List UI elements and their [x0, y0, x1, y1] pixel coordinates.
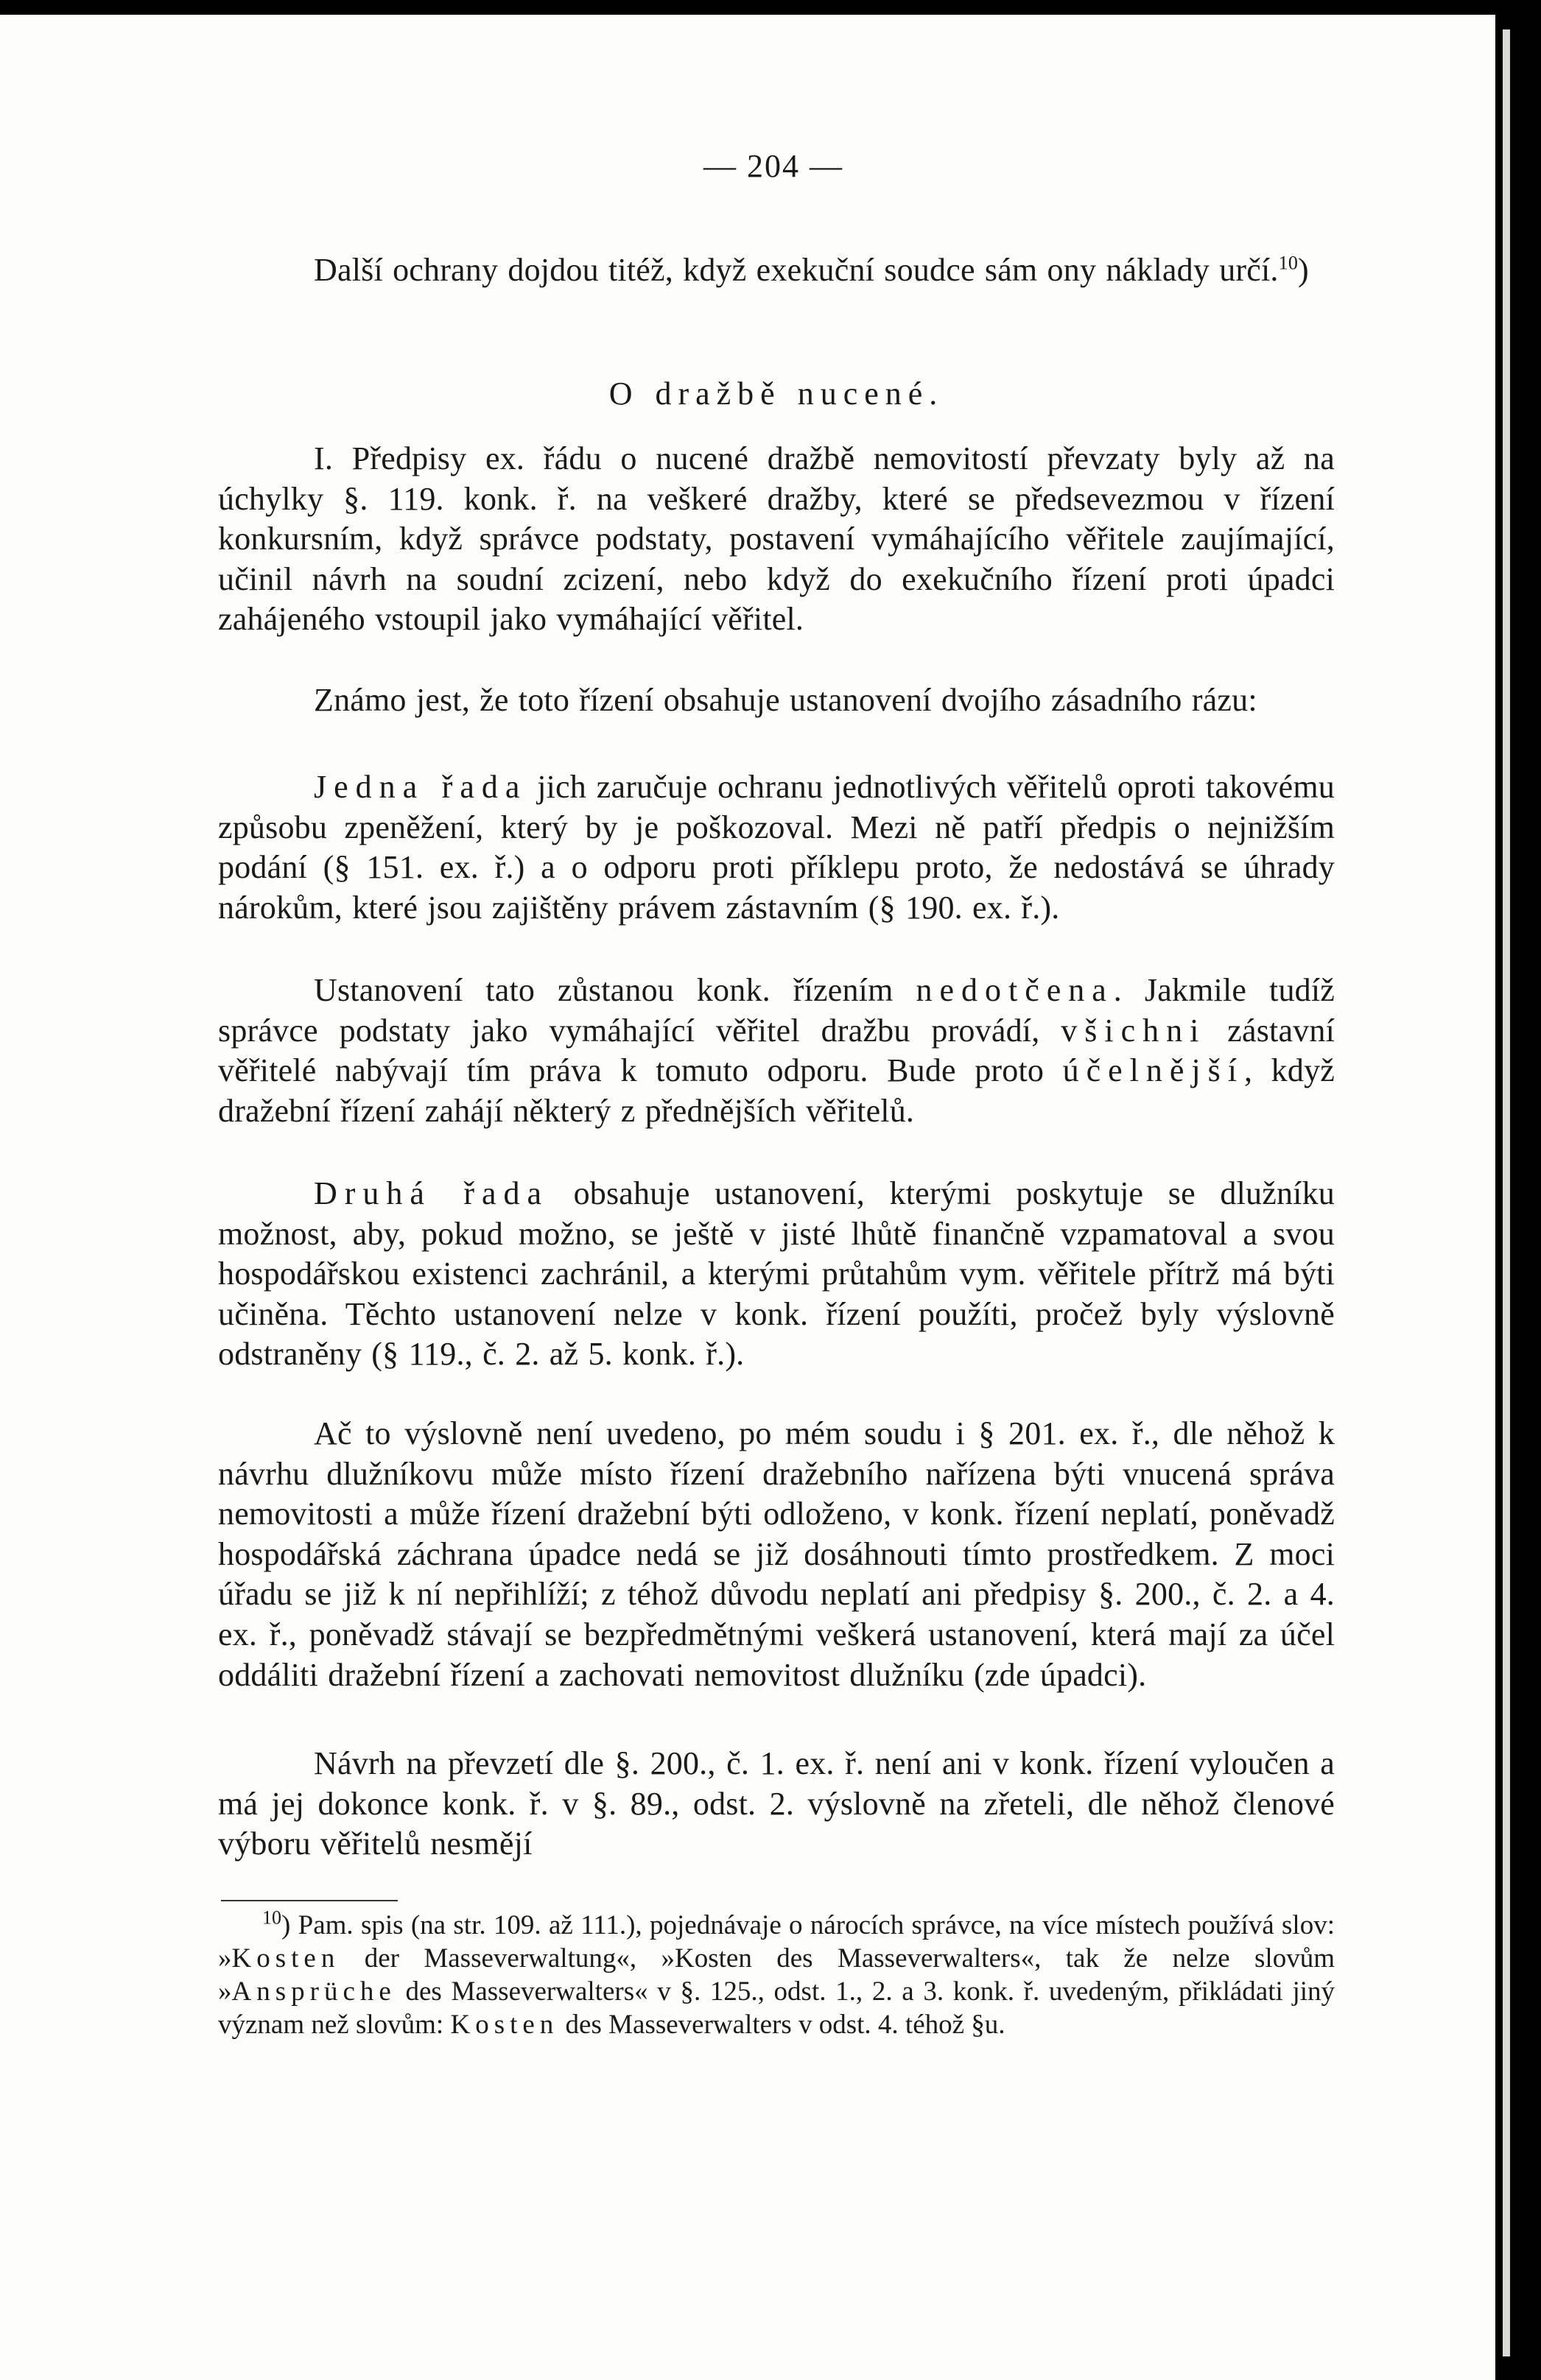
- spaced-lead-jedna-rada: Jedna řada: [314, 769, 527, 805]
- paragraph-6: Ač to výslovně není uvedeno, po mém soudu i § 201. ex. ř., dle něhož k návrhu dlužníkovu může místo řízení dražebního nařízena býti vnucená správa nemovitosti a může řízení dražební býti odloženo, v konk. řízení neplatí, poněvadž hospodářská záchrana úpadce nedá se již dosáhnouti tímto prostředkem. Z moci úřadu se již k ní nepřihlíží; z téhož důvodu neplatí ani předpisy §. 200., č. 2. a 4. ex. ř., poněvadž stávají se bezpředmětnými veškerá ustanovení, která mají za účel oddáliti dražební řízení a zachovati nemovitost dlužníku (zde úpadci).: [218, 1415, 1335, 1693]
- spaced-lead-druha-rada: Druhá řada: [314, 1175, 550, 1211]
- paragraph-5-text: obsahuje ustanovení, kterými poskytuje se dlužníku možnost, aby, pokud možno, se ještě v jisté lhůtě finančně vzpamatoval a svou hospodářskou existenci zachránil, a kterými průtahům vym. věřitele přítrž má býti učiněna. Těchto ustanovení nelze v konk. řízení použíti, pročež byly výslovně odstraněny (§ 119., č. 2. až 5. konk. ř.).: [218, 1175, 1335, 1373]
- paragraph-1: I. Předpisy ex. řádu o nucené dražbě nemovitostí převzaty byly až na úchylky §. 119. konk. ř. na veškeré dražby, které se předsevezmou v řízení konkursním, když správce podstaty, postavení vymáhajícího věřitele zaujímající, učinil návrh na soudní zcizení, nebo když do exekučního řízení proti úpadci zahájeného vstoupil jako vymáhající věřitel.: [218, 440, 1335, 638]
- para4-part-a: Ustanovení tato zůstanou konk. řízením: [314, 972, 916, 1008]
- spaced-vsichni: všichni: [1061, 1012, 1207, 1049]
- paragraph-3-text: jich zaručuje ochranu jednotlivých věřitelů oproti takovému způsobu zpeněžení, který by je poškozoval. Mezi ně patří předpis o nejnižším podání (§ 151. ex. ř.) a o odporu proti příklepu proto, že nedostává se úhrady nárokům, které jsou zajištěny právem zástavním (§ 190. ex. ř.).: [218, 769, 1335, 926]
- spaced-kosten-2: Kosten: [450, 2010, 559, 2040]
- page-number: — 204 —: [703, 148, 843, 184]
- footnote-part-b: der Masseverwaltung«, »Kosten des Masseverwalters«, tak že nelze slovům »: [218, 1943, 1335, 2007]
- footnote-part-d: des Masseverwalters v odst. 4. téhož §u.: [558, 2010, 1005, 2040]
- footnote-marker: 10: [262, 1907, 281, 1929]
- footnote-part-c: des Masseverwalters« v §. 125., odst. 1., 2. a 3. konk. ř. uvedeným, přikládati jiný význam než slovům:: [218, 1976, 1335, 2040]
- footnote-rule: [221, 1900, 398, 1901]
- spaced-kosten-1: Kosten: [231, 1943, 340, 1974]
- paragraph-7: Návrh na převzetí dle §. 200., č. 1. ex. ř. není ani v konk. řízení vyloučen a má jej dokonce konk. ř. v §. 89., odst. 2. výslovně na zřeteli, dle něhož členové výboru věřitelů nesmějí: [218, 1745, 1335, 1862]
- footnote: [218, 1909, 1335, 2041]
- para4-part-c: zástavní věřitelé nabývají tím práva k tomuto odporu. Bude proto: [218, 1012, 1335, 1089]
- intro-paragraph: [218, 250, 1335, 291]
- footnote-ref: 10: [1278, 252, 1299, 274]
- spaced-ucelnejsi: účelnější: [1062, 1052, 1244, 1089]
- paragraph-2: Známo jest, že toto řízení obsahuje ustanovení dvojího zásadního rázu:: [314, 682, 1257, 718]
- spaced-nedotcena: nedotčena: [916, 972, 1114, 1008]
- para4-part-b: . Jakmile tudíž správce podstaty jako vymáhající věřitel dražbu provádí,: [218, 972, 1335, 1049]
- intro-closing: ): [1298, 252, 1309, 288]
- intro-text: Další ochrany dojdou titéž, když exekuční soudce sám ony náklady určí.: [314, 252, 1279, 288]
- para4-part-d: , když dražební řízení zahájí některý z přednějších věřitelů.: [218, 1052, 1335, 1129]
- paragraph-4: [218, 971, 1335, 1131]
- spaced-anspruche: Ansprüche: [231, 1976, 396, 2007]
- footnote-part-a: ) Pam. spis (na str. 109. až 111.), pojednávaje o nárocích správce, na více místech používá slov: »: [218, 1910, 1335, 1974]
- paragraph-3: [218, 767, 1335, 928]
- section-title: O dražbě nucené.: [608, 376, 944, 412]
- page-spine-stripe: [1503, 29, 1510, 2356]
- paragraph-5: [218, 1174, 1335, 1375]
